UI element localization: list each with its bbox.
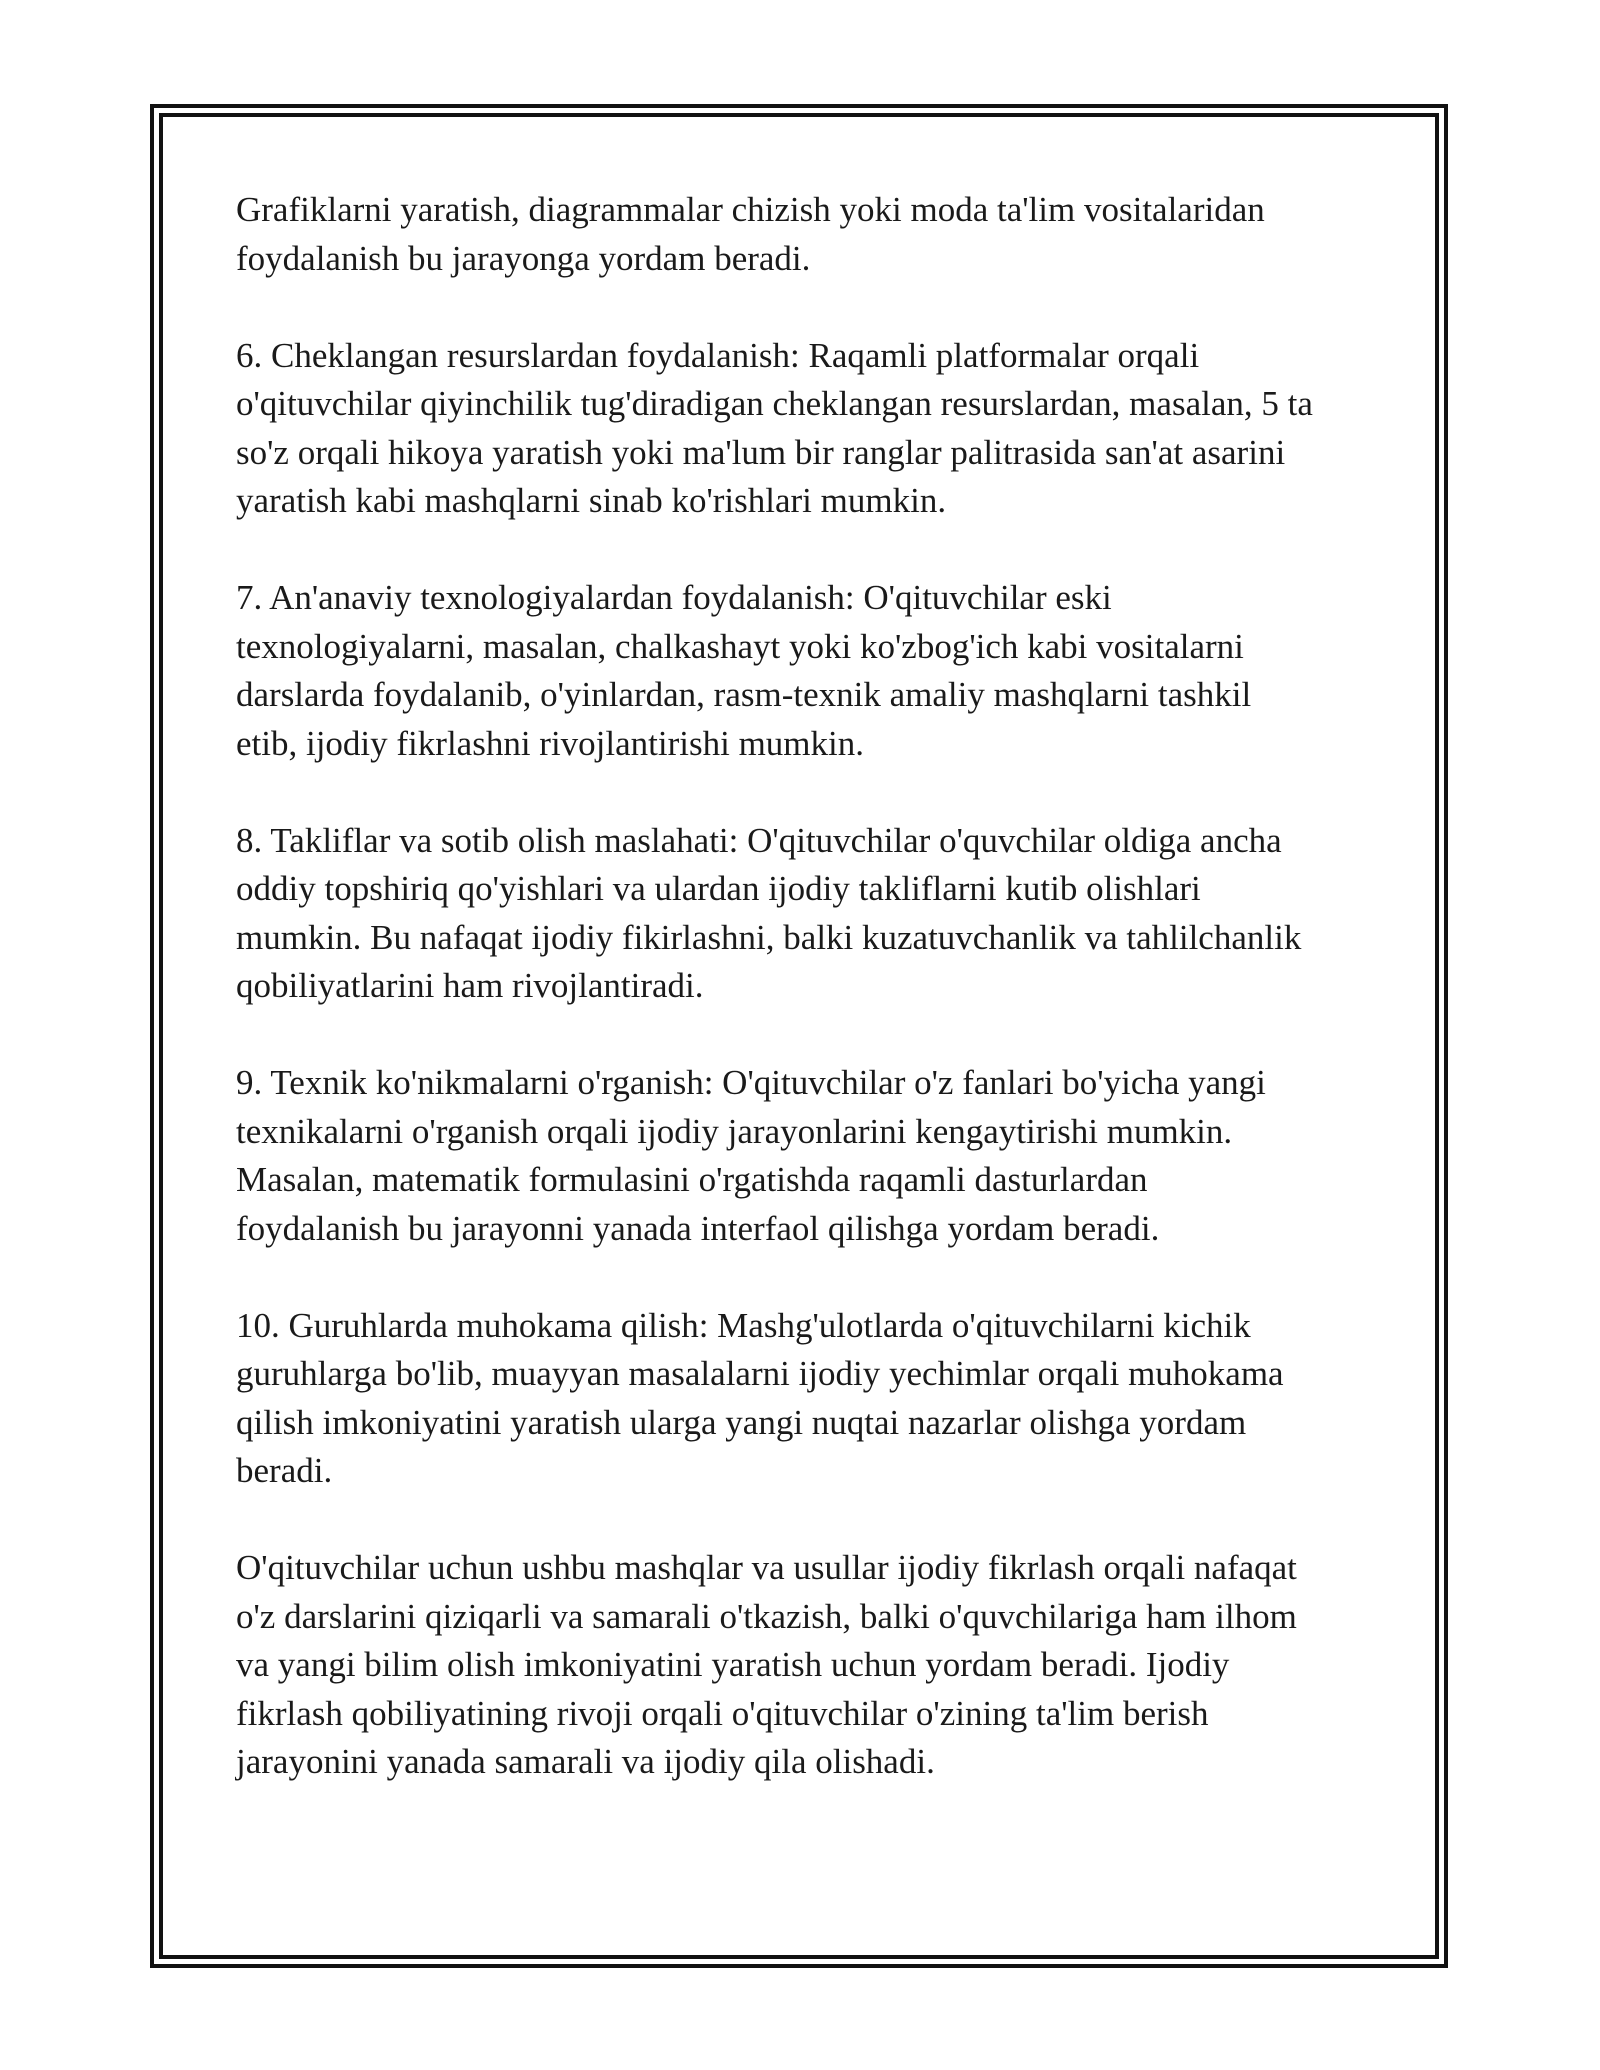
paragraph-item-7: 7. An'anaviy texnologiyalardan foydalanish: O'qituvchilar eski texnologiyalarni, masalan, chalkashayt yoki ko'zbog'ich kabi vositalarni darslarda foydalanib, o'yinlardan, rasm-texnik amaliy mashqlarni tashkil etib, ijodiy fikrlashni rivojlantirishi mumkin. <box>236 578 1252 763</box>
document-body <box>236 186 1376 1787</box>
paragraph-item-9: 9. Texnik ko'nikmalarni o'rganish: O'qituvchilar o'z fanlari bo'yicha yangi texnikalarni o'rganish orqali ijodiy jarayonlarini kengaytirishi mumkin. Masalan, matematik formulasini o'rgatishda raqamli dasturlardan foydalanish bu jarayonni yanada interfaol qilishga yordam beradi. <box>236 1063 1266 1248</box>
paragraph-item-10: 10. Guruhlarda muhokama qilish: Mashg'ulotlarda o'qituvchilarni kichik guruhlarga bo'lib, muayyan masalalarni ijodiy yechimlar orqali muhokama qilish imkoniyatini yaratish ularga yangi nuqtai nazarlar olishga yordam beradi. <box>236 1305 1284 1490</box>
paragraph-item-6: 6. Cheklangan resurslardan foydalanish: Raqamli platformalar orqali o'qituvchilar qiyinchilik tug'diradigan cheklangan resurslardan, masalan, 5 ta so'z orqali hikoya yaratish yoki ma'lum bir ranglar palitrasida san'at asarini yaratish kabi mashqlarni sinab ko'rishlari mumkin. <box>236 335 1313 520</box>
paragraph-item-8: 8. Takliflar va sotib olish maslahati: O'qituvchilar o'quvchilar oldiga ancha oddiy topshiriq qo'yishlari va ulardan ijodiy takliflarni kutib olishlari mumkin. Bu nafaqat ijodiy fikirlashni, balki kuzatuvchanlik va tahlilchanlik qobiliyatlarini ham rivojlantiradi. <box>236 820 1302 1005</box>
paragraph-intro-continuation: Grafiklarni yaratish, diagrammalar chizish yoki moda ta'lim vositalaridan foydalanish bu jarayonga yordam beradi. <box>236 190 1265 278</box>
paragraph-conclusion: O'qituvchilar uchun ushbu mashqlar va usullar ijodiy fikrlash orqali nafaqat o'z darslarini qiziqarli va samarali o'tkazish, balki o'quvchilariga ham ilhom va yangi bilim olish imkoniyatini yaratish uchun yordam beradi. Ijodiy fikrlash qobiliyatining rivoji orqali o'qituvchilar o'zining ta'lim berish jarayonini yanada samarali va ijodiy qila olishadi. <box>236 1548 1297 1781</box>
